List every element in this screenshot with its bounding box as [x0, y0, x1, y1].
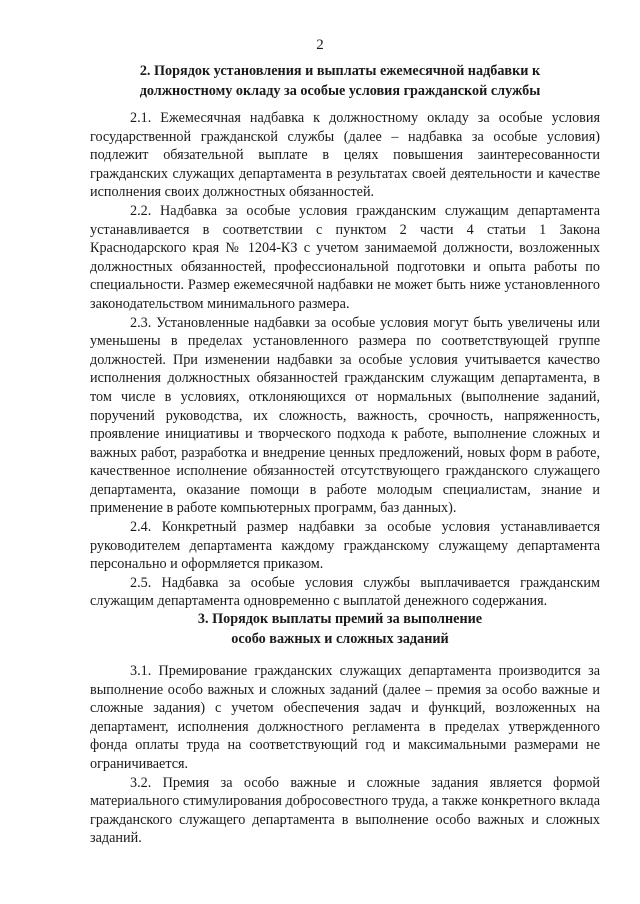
section-2-heading: [80, 62, 600, 101]
section-2-heading-line-2: должностному окладу за особые условия гражданской службы: [139, 82, 541, 99]
paragraph-2-5: 2.5. Надбавка за особые условия службы выплачивается гражданским служащим департамента одновременно с выплатой денежного содержания.: [90, 574, 600, 610]
paragraph-2-1: 2.1. Ежемесячная надбавка к должностному окладу за особые условия государственной гражданской службы (далее – надбавка за особые условия) подлежит обязательной выплате в целях повышения заинтересованности гражданских служащих департамента в результатах своей деятельности и качестве исполнения своих должностных обязанностей.: [90, 110, 600, 201]
paragraph-3-1: 3.1. Премирование гражданских служащих департамента производится за выполнение особо важных и сложных заданий (далее – премия за особо важные и сложные задания) с учетом обеспечения задач и функций, возложенных на департамент, исполнения должностного регламента в пределах утвержденного фонда оплаты труда на соответствующий год и максимальными размерами не ограничивается.: [90, 663, 600, 772]
section-3-heading-line-1: 3. Порядок выплаты премий за выполнение: [197, 611, 483, 627]
page-number: 2: [316, 37, 324, 53]
paragraph-2-2: 2.2. Надбавка за особые условия гражданским служащим департамента устанавливается в соответствии с пунктом 2 части 4 статьи 1 Закона Краснодарского края № 1204-КЗ с учетом занимаемой должности, возложенных должностных обязанностей, профессиональной подготовки и опыта работы по специальности. Размер ежемесячной надбавки не может быть ниже установленного законодательством минимального размера.: [90, 202, 600, 312]
section-2-body: [90, 109, 600, 611]
section-2-heading-line-1: 2. Порядок установления и выплаты ежемесячной надбавки к: [139, 63, 541, 79]
section-3-heading-line-2: особо важных и сложных заданий: [231, 630, 449, 647]
paragraph-3-2: 3.2. Премия за особо важные и сложные задания является формой материального стимулирования добросовестного труда, а также конкретного вклада гражданского служащего департамента в выполнение особо важных и сложных заданий.: [90, 774, 600, 847]
section-3-heading: [80, 610, 600, 649]
paragraph-2-3: 2.3. Установленные надбавки за особые условия могут быть увеличены или уменьшены в пределах установленного размера по соответствующей группе должностей. При изменении надбавки за особые условия учитывается качество исполнения должностных обязанностей гражданским служащим департамента, в том числе в условиях, отклоняющихся от нормальных (выполнение заданий, поручений руководства, их сложность, важность, срочность, напряженность, проявление инициативы и творческого подхода к работе, выполнение сложных и важных работ, разработка и внедрение ценных предложений, новых форм в работе, качественное исполнение обязанностей отсутствующего гражданского служащего департамента, оказание помощи в работе молодым специалистам, знание и применение в работе компьютерных программ, баз данных).: [90, 314, 600, 517]
paragraph-2-4: 2.4. Конкретный размер надбавки за особые условия устанавливается руководителем департамента каждому гражданскому служащему департамента персонально и оформляется приказом.: [90, 519, 600, 573]
section-3-body: [90, 662, 600, 848]
